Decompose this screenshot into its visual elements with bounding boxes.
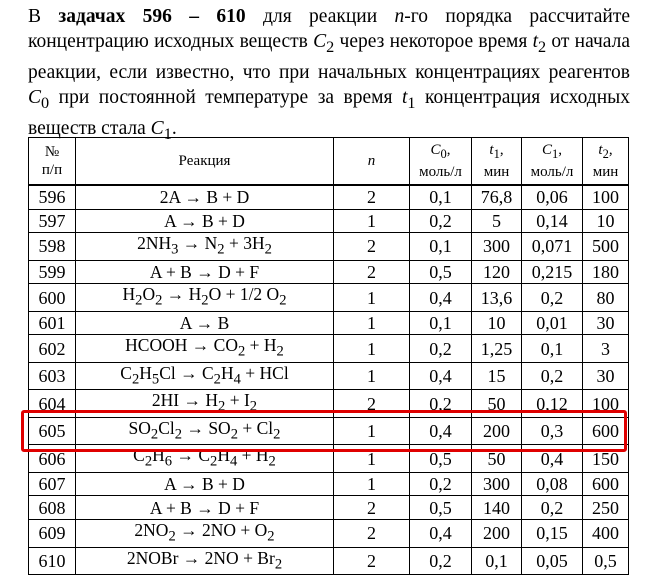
row-number-cell: 601: [29, 311, 76, 335]
order-cell: 1: [334, 417, 410, 445]
t2-cell: 30: [583, 362, 629, 390]
c0-cell: 0,2: [410, 390, 472, 418]
table-row: [29, 520, 629, 548]
row-number-cell: 600: [29, 284, 76, 312]
c0-cell: 0,4: [410, 520, 472, 548]
row-number-cell: 602: [29, 335, 76, 363]
t1-cell: 50: [472, 445, 522, 473]
c0-cell: 0,2: [410, 209, 472, 233]
order-cell: 1: [334, 335, 410, 363]
reaction-cell: $2NH_3 \to N_2 + 3H_2$: [76, 233, 334, 261]
row-number-cell: 597: [29, 209, 76, 233]
order-cell: 2: [334, 496, 410, 520]
problem-prefix: В: [28, 6, 59, 27]
order-cell: 2: [334, 185, 410, 209]
c0-cell: 0,2: [410, 335, 472, 363]
header-order: n: [334, 138, 410, 186]
t2-cell: 250: [583, 496, 629, 520]
c1-cell: 0,05: [522, 547, 583, 575]
table-row: [29, 547, 629, 575]
reaction-data-table: [28, 137, 629, 575]
reaction-cell: A + B → D + F: [76, 496, 334, 520]
row-number-cell: 604: [29, 390, 76, 418]
order-cell: 1: [334, 472, 410, 496]
t1-cell: 13,6: [472, 284, 522, 312]
t2-cell: 100: [583, 185, 629, 209]
c1-cell: 0,4: [522, 445, 583, 473]
t1-cell: 140: [472, 496, 522, 520]
t2-cell: 80: [583, 284, 629, 312]
table-row: [29, 284, 629, 312]
t2-cell: 150: [583, 445, 629, 473]
table-header-row: [29, 138, 629, 186]
t1-cell: 200: [472, 520, 522, 548]
row-number-cell: 599: [29, 260, 76, 284]
t2-cell: 500: [583, 233, 629, 261]
row-number-cell: 608: [29, 496, 76, 520]
problem-text: для реакции n-го порядка рассчитайте концентрацию исходных веществ $C_2$ через некоторое время $t_2$ от начала реакции, если известно, что при начальных концентрациях реагентов $C_0$ при постоянной температуре за время $t_1$ концентрация исходных веществ стала $C_1$.: [28, 6, 631, 143]
t1-cell: 5: [472, 209, 522, 233]
row-number-cell: 603: [29, 362, 76, 390]
table-row: [29, 185, 629, 209]
table-row: [29, 311, 629, 335]
order-cell: 2: [334, 233, 410, 261]
t1-cell: 300: [472, 233, 522, 261]
row-number-cell: 605: [29, 417, 76, 445]
c1-cell: 0,01: [522, 311, 583, 335]
reaction-cell: 2A → B + D: [76, 185, 334, 209]
table-row: [29, 390, 629, 418]
reaction-cell: $2HI \to H_2 + I_2$: [76, 390, 334, 418]
header-c1: $C_1$, моль/л: [522, 138, 583, 186]
t2-cell: 180: [583, 260, 629, 284]
c1-cell: 0,15: [522, 520, 583, 548]
t2-cell: 600: [583, 472, 629, 496]
c0-cell: 0,5: [410, 496, 472, 520]
c0-cell: 0,1: [410, 233, 472, 261]
c1-cell: 0,12: [522, 390, 583, 418]
t1-cell: 10: [472, 311, 522, 335]
reaction-cell: A → B + D: [76, 209, 334, 233]
table-row: [29, 496, 629, 520]
c0-cell: 0,4: [410, 284, 472, 312]
order-cell: 1: [334, 284, 410, 312]
table-row: [29, 362, 629, 390]
c0-cell: 0,2: [410, 472, 472, 496]
order-cell: 1: [334, 311, 410, 335]
order-cell: 2: [334, 390, 410, 418]
table-row: [29, 260, 629, 284]
reaction-cell: A + B → D + F: [76, 260, 334, 284]
row-number-cell: 610: [29, 547, 76, 575]
reaction-cell: $H_2O_2 \to H_2O + 1/2$ $O_2$: [76, 284, 334, 312]
c0-cell: 0,2: [410, 547, 472, 575]
reaction-cell: $C_2H_5Cl \to C_2H_4$ + HCl: [76, 362, 334, 390]
t2-cell: 3: [583, 335, 629, 363]
header-t1: $t_1$, мин: [472, 138, 522, 186]
t2-cell: 0,5: [583, 547, 629, 575]
row-number-cell: 598: [29, 233, 76, 261]
t2-cell: 600: [583, 417, 629, 445]
c1-cell: 0,06: [522, 185, 583, 209]
t2-cell: 100: [583, 390, 629, 418]
reaction-cell: $2NO_2 \to 2NO + O_2$: [76, 520, 334, 548]
c1-cell: 0,215: [522, 260, 583, 284]
header-number: № п/п: [29, 138, 76, 186]
order-cell: 2: [334, 260, 410, 284]
reaction-cell: HCOOH → $CO_2 + H_2$: [76, 335, 334, 363]
table-row: [29, 209, 629, 233]
c1-cell: 0,071: [522, 233, 583, 261]
row-number-cell: 607: [29, 472, 76, 496]
c0-cell: 0,4: [410, 417, 472, 445]
t1-cell: 50: [472, 390, 522, 418]
t1-cell: 15: [472, 362, 522, 390]
t1-cell: 76,8: [472, 185, 522, 209]
reaction-cell: A → B + D: [76, 472, 334, 496]
c1-cell: 0,1: [522, 335, 583, 363]
header-reaction: Реакция: [76, 138, 334, 186]
t1-cell: 1,25: [472, 335, 522, 363]
t1-cell: 120: [472, 260, 522, 284]
order-cell: 1: [334, 209, 410, 233]
t2-cell: 400: [583, 520, 629, 548]
header-c0: $C_0$, моль/л: [410, 138, 472, 186]
c0-cell: 0,5: [410, 445, 472, 473]
reaction-cell: $C_2H_6 \to C_2H_4 + H_2$: [76, 445, 334, 473]
t1-cell: 0,1: [472, 547, 522, 575]
table-row: [29, 472, 629, 496]
t1-cell: 200: [472, 417, 522, 445]
c1-cell: 0,08: [522, 472, 583, 496]
c1-cell: 0,3: [522, 417, 583, 445]
c1-cell: 0,2: [522, 284, 583, 312]
c0-cell: 0,5: [410, 260, 472, 284]
c0-cell: 0,1: [410, 185, 472, 209]
reaction-cell: 2NOBr → $2NO + Br_2$: [76, 547, 334, 575]
t2-cell: 10: [583, 209, 629, 233]
t2-cell: 30: [583, 311, 629, 335]
row-number-cell: 596: [29, 185, 76, 209]
order-cell: 1: [334, 445, 410, 473]
c0-cell: 0,1: [410, 311, 472, 335]
order-cell: 1: [334, 362, 410, 390]
reaction-cell: $SO_2Cl_2 \to SO_2 + Cl_2$: [76, 417, 334, 445]
order-cell: 2: [334, 547, 410, 575]
problem-range: задачах 596 – 610: [58, 6, 246, 27]
table-row: [29, 445, 629, 473]
c1-cell: 0,2: [522, 496, 583, 520]
table-row: [29, 417, 629, 445]
problem-statement: [28, 4, 630, 147]
row-number-cell: 606: [29, 445, 76, 473]
header-t2: $t_2$, мин: [583, 138, 629, 186]
table-row: [29, 335, 629, 363]
table-row: [29, 233, 629, 261]
c1-cell: 0,2: [522, 362, 583, 390]
order-cell: 2: [334, 520, 410, 548]
c1-cell: 0,14: [522, 209, 583, 233]
row-number-cell: 609: [29, 520, 76, 548]
reaction-cell: A → B: [76, 311, 334, 335]
c0-cell: 0,4: [410, 362, 472, 390]
t1-cell: 300: [472, 472, 522, 496]
